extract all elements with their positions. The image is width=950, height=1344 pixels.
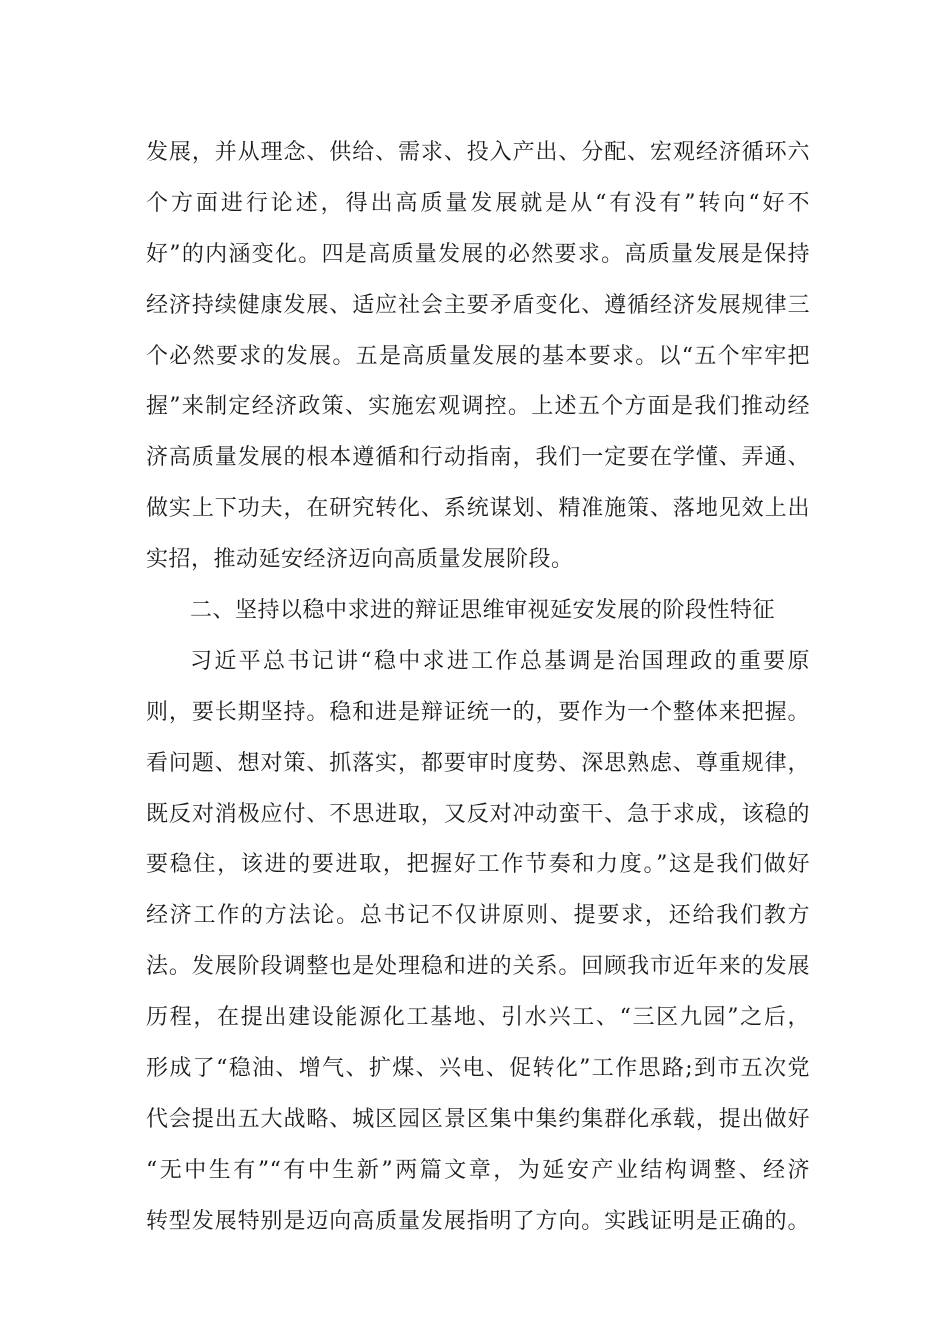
document-body	[146, 128, 810, 1248]
text-line: 代会提出五大战略、城区园区景区集中集约集群化承载，提出做好	[146, 1106, 810, 1132]
text-line: 历程，在提出建设能源化工基地、引水兴工、“三区九园”之后，	[146, 1005, 810, 1031]
text-line: 则，要长期坚持。稳和进是辩证统一的，要作为一个整体来把握。	[146, 699, 810, 725]
text-line: 做实上下功夫，在研究转化、系统谋划、精准施策、落地见效上出	[146, 496, 810, 522]
text-line: 好”的内涵变化。四是高质量发展的必然要求。高质量发展是保持	[146, 241, 810, 267]
text-line: 看问题、想对策、抓落实，都要审时度势、深思熟虑、尊重规律，	[146, 750, 810, 776]
text-line: 济高质量发展的根本遵循和行动指南，我们一定要在学懂、弄通、	[146, 445, 810, 471]
text-line: 法。发展阶段调整也是处理稳和进的关系。回顾我市近年来的发展	[146, 954, 810, 980]
text-line: 经济持续健康发展、适应社会主要矛盾变化、遵循经济发展规律三	[146, 292, 810, 318]
text-line: “无中生有”“有中生新”两篇文章，为延安产业结构调整、经济	[146, 1157, 810, 1183]
text-line: 形成了“稳油、增气、扩煤、兴电、促转化”工作思路;到市五次党	[146, 1056, 810, 1082]
text-line: 要稳住，该进的要进取，把握好工作节奏和力度。”这是我们做好	[146, 852, 810, 878]
text-line: 既反对消极应付、不思进取，又反对冲动蛮干、急于求成，该稳的	[146, 801, 810, 827]
section-heading: 二、坚持以稳中求进的辩证思维审视延安发展的阶段性特征	[190, 598, 776, 624]
text-line: 实招，推动延安经济迈向高质量发展阶段。	[146, 547, 574, 573]
text-line: 握”来制定经济政策、实施宏观调控。上述五个方面是我们推动经	[146, 394, 810, 420]
text-line: 经济工作的方法论。总书记不仅讲原则、提要求，还给我们教方	[146, 903, 810, 929]
text-line: 个必然要求的发展。五是高质量发展的基本要求。以“五个牢牢把	[146, 343, 810, 369]
text-line: 发展，并从理念、供给、需求、投入产出、分配、宏观经济循环六	[146, 140, 810, 165]
text-line: 转型发展特别是迈向高质量发展指明了方向。实践证明是正确的。	[146, 1208, 810, 1234]
text-line: 个方面进行论述，得出高质量发展就是从“有没有”转向“好不	[146, 190, 810, 216]
paragraph-first-line: 习近平总书记讲“稳中求进工作总基调是治国理政的重要原	[190, 648, 810, 674]
